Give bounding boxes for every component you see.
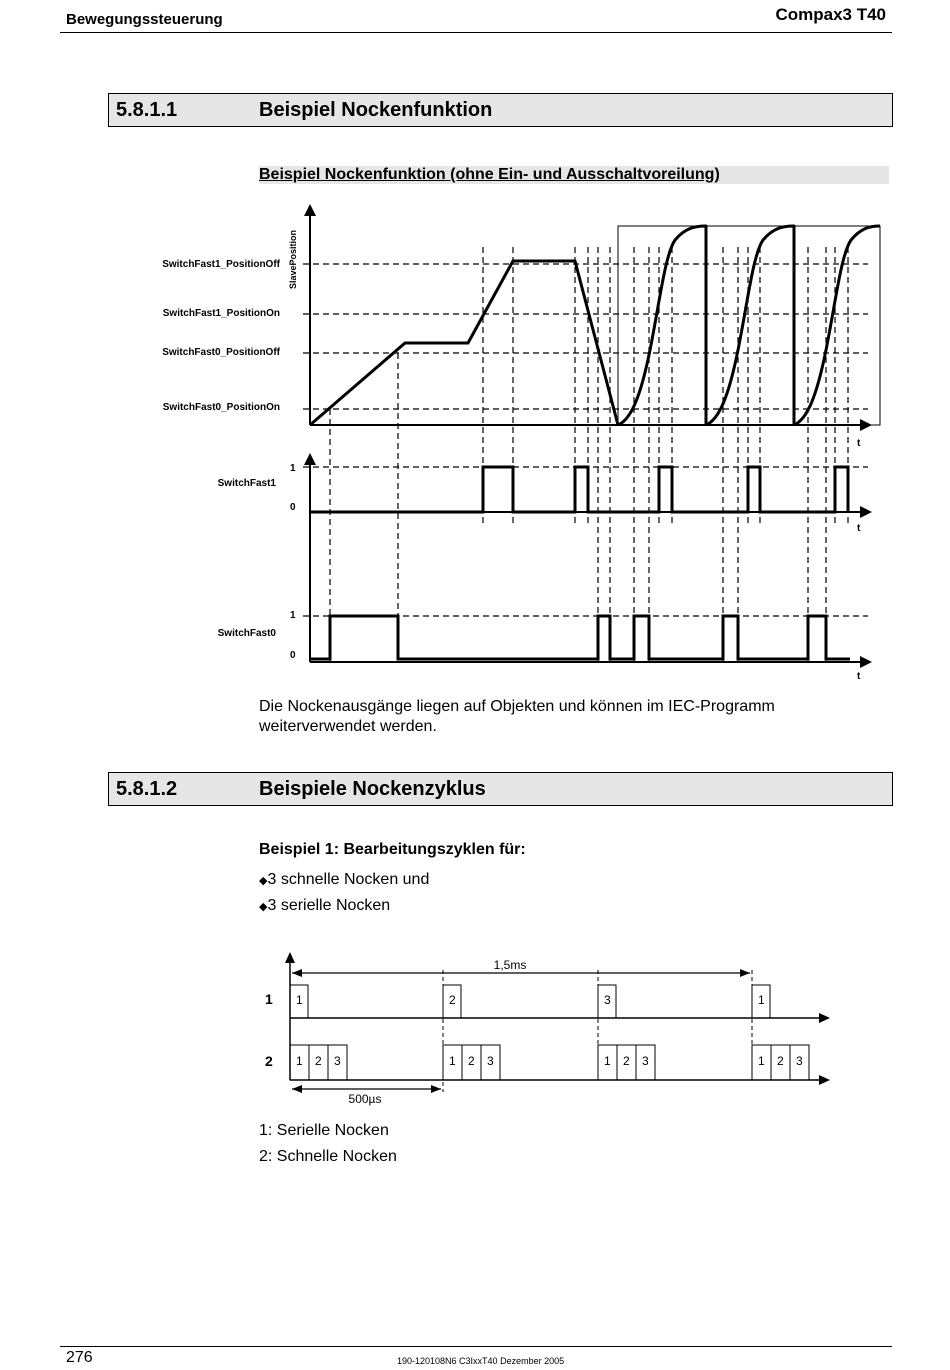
cam-cycle-diagram — [0, 940, 950, 1110]
bullet-item: ◆3 schnelle Nocken und — [259, 871, 430, 888]
legend-serial: 1: Serielle Nocken — [259, 1122, 389, 1139]
x-axis-arrow-icon — [819, 1013, 830, 1023]
row1-cell: 1 — [296, 993, 303, 1007]
page-number: 276 — [66, 1349, 93, 1366]
header-right: Compax3 T40 — [775, 5, 886, 24]
diamond-bullet-icon: ◆ — [259, 875, 268, 887]
figure-title: Beispiel Nockenfunktion (ohne Ein- und Ausschaltvoreilung) — [259, 166, 889, 184]
x-axis-arrow-icon — [819, 1075, 830, 1085]
row1-cell: 1 — [758, 993, 765, 1007]
row2-cell: 2 — [623, 1054, 630, 1068]
row2-cell: 1 — [449, 1054, 456, 1068]
row2-cell: 1 — [296, 1054, 303, 1068]
x-axis-arrow-icon — [860, 656, 872, 668]
signal1-label: SwitchFast1 — [217, 478, 276, 489]
x-axis-arrow-icon — [860, 419, 872, 431]
signal0-label: SwitchFast0 — [217, 628, 276, 639]
row1-cell: 3 — [604, 993, 611, 1007]
footer-divider — [60, 1346, 892, 1347]
signal1-one: 1 — [290, 463, 296, 474]
row2-cell: 3 — [487, 1054, 494, 1068]
document-id: 190-120108N6 C3IxxT40 Dezember 2005 — [397, 1356, 565, 1366]
row2-cell: 2 — [777, 1054, 784, 1068]
y-axis-arrow-icon — [285, 952, 295, 963]
section-heading-2 — [108, 772, 893, 806]
diamond-bullet-icon: ◆ — [259, 901, 268, 913]
section-heading-1 — [108, 93, 893, 127]
y-axis-arrow-icon — [304, 204, 316, 216]
y-axis-label: SlavePosition — [288, 229, 298, 289]
label-pos1-on: SwitchFast1_PositionOn — [162, 308, 280, 319]
cam-function-diagram — [0, 195, 950, 695]
section-title: Beispiel Nockenfunktion — [259, 99, 493, 121]
section-number: 5.8.1.1 — [116, 99, 178, 121]
header-divider — [60, 32, 892, 33]
x-axis-arrow-icon — [860, 506, 872, 518]
label-pos1-off: SwitchFast1_PositionOff — [162, 259, 280, 270]
row1-label: 1 — [265, 991, 273, 1007]
duration-1-5ms: 1,5ms — [493, 958, 527, 972]
signal0-zero: 0 — [290, 650, 296, 661]
section-title: Beispiele Nockenzyklus — [259, 778, 486, 800]
row2-cell: 1 — [604, 1054, 611, 1068]
row2-cell: 3 — [642, 1054, 649, 1068]
section-number: 5.8.1.2 — [116, 778, 178, 800]
row2-cell: 3 — [334, 1054, 341, 1068]
t-label-2: t — [857, 523, 861, 534]
t-label-3: t — [857, 671, 861, 682]
bullet-item: ◆3 serielle Nocken — [259, 897, 391, 914]
label-pos0-on: SwitchFast0_PositionOn — [162, 402, 280, 413]
header-left: Bewegungssteuerung — [66, 11, 223, 28]
row1-cell: 2 — [449, 993, 456, 1007]
row2-cell: 1 — [758, 1054, 765, 1068]
row2-cell: 2 — [468, 1054, 475, 1068]
label-pos0-off: SwitchFast0_PositionOff — [162, 347, 280, 358]
paragraph-cam-outputs: Die Nockenausgänge liegen auf Objekten und können im IEC-Programm weiterverwendet werden. — [259, 698, 775, 735]
signal1-zero: 0 — [290, 502, 296, 513]
t-label-1: t — [857, 438, 861, 449]
signal0-one: 1 — [290, 610, 296, 621]
duration-500us: 500µs — [348, 1092, 382, 1106]
legend-fast: 2: Schnelle Nocken — [259, 1148, 397, 1165]
row2-cell: 2 — [315, 1054, 322, 1068]
example-heading: Beispiel 1: Bearbeitungszyklen für: — [259, 841, 526, 858]
row2-label: 2 — [265, 1053, 273, 1069]
y-axis-arrow-icon — [304, 453, 316, 465]
row2-cell: 3 — [796, 1054, 803, 1068]
